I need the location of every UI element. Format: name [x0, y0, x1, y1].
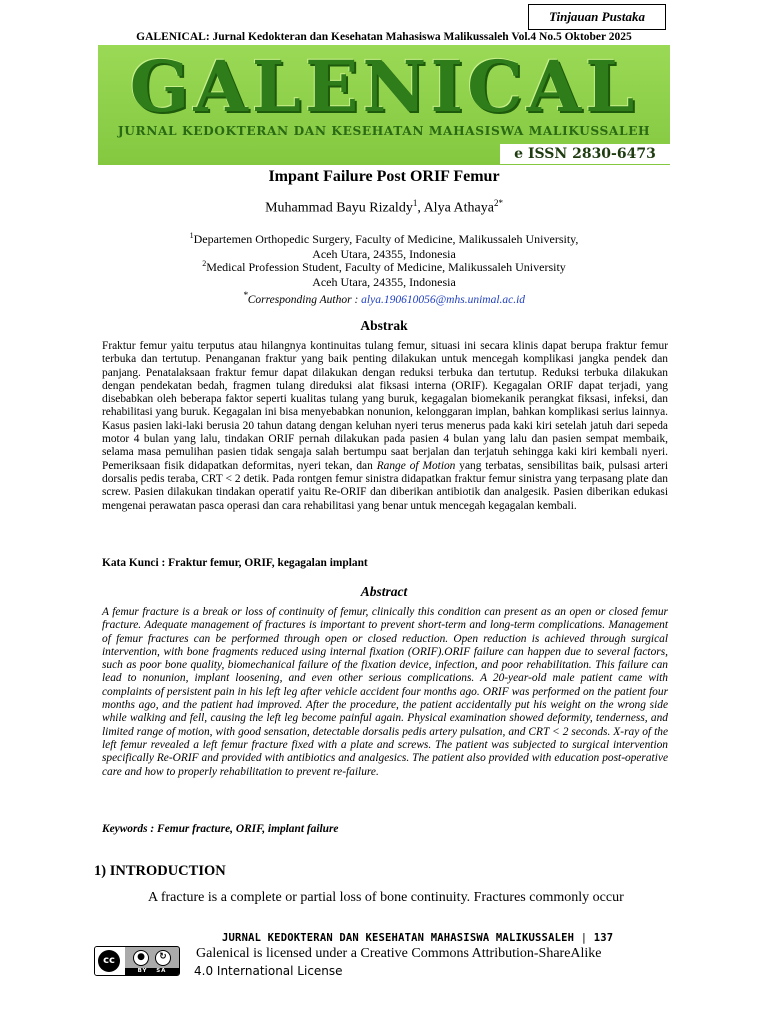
affiliation-text: Departemen Orthopedic Surgery, Faculty of Medicine, Malikussaleh University, — [193, 232, 579, 246]
cc-license-badge[interactable] — [94, 946, 180, 976]
corresponding-label: Corresponding Author : — [247, 293, 362, 306]
license-text-line1: Galenical is licensed under a Creative Commons Attribution-ShareAlike — [196, 946, 602, 961]
affiliation-address: Aceh Utara, 24355, Indonesia — [312, 274, 456, 289]
affiliation-sup: 2 — [202, 259, 207, 268]
share-alike-icon: ↻ — [155, 950, 171, 966]
affiliation-address: Aceh Utara, 24355, Indonesia — [312, 246, 456, 261]
cc-badge-left — [95, 947, 125, 975]
attribution-icon: ● — [133, 950, 149, 966]
journal-banner — [98, 45, 670, 165]
page-number: 137 — [593, 932, 614, 944]
abstract-heading: Abstract — [360, 584, 408, 599]
article-title: Impant Failure Post ORIF Femur — [268, 168, 500, 185]
author-line — [0, 198, 768, 217]
cc-by-label: BY — [137, 968, 148, 974]
cc-icon: cc — [98, 950, 120, 972]
journal-banner-subtitle: JURNAL KEDOKTERAN DAN KESEHATAN MAHASISWA MALIKUSSALEH — [117, 124, 651, 138]
footer-separator: | — [574, 932, 594, 944]
issn-label: e ISSN 2830-6473 — [500, 144, 670, 164]
corresponding-email-link[interactable]: alya.190610056@mhs.unimal.ac.id — [361, 293, 526, 306]
footer-journal-name — [222, 932, 613, 944]
journal-logo: GALENICAL — [129, 45, 639, 128]
corresponding-sup: * — [242, 290, 248, 301]
abstract-keywords: Keywords : Femur fracture, ORIF, implant failure — [102, 823, 339, 835]
introduction-first-line: A fracture is a complete or partial loss of bone continuity. Fractures commonly occur — [148, 890, 624, 905]
author-name: Alya Athaya — [423, 200, 494, 216]
corresponding-author — [0, 290, 768, 306]
author-name: Muhammad Bayu Rizaldy — [265, 200, 413, 216]
journal-citation-line: GALENICAL: Jurnal Kedokteran dan Kesehatan Mahasiswa Malikussaleh Vol.4 No.5 Oktober 2025 — [136, 31, 632, 43]
cc-sa-label: SA — [156, 968, 167, 974]
abstrak-keywords: Kata Kunci : Fraktur femur, ORIF, kegagalan implant — [102, 557, 368, 569]
introduction-heading: 1) INTRODUCTION — [94, 863, 226, 879]
affiliation-text: Medical Profession Student, Faculty of Medicine, Malikussaleh University — [206, 260, 566, 274]
abstrak-text-italic: Range of Motion — [376, 459, 456, 472]
abstract-body: A femur fracture is a break or loss of continuity of femur, clinically this condition can present as an open or closed femur fracture. Adequate management of fractures is important to prevent short-term and long-term complications. Management of femur fractures can be performed through open or closed reduction. Open reduction is achieved through surgical intervention, with bone fragments reduced using internal fixation (ORIF).ORIF failure can happen due to several factors, such as poor bone quality, biomechanical failure of the fixation device, infection, and poor rehabilitation. This failure can lead to nonunion, implant loosening, and even other serious complications. A 20-year-old male patient came with complaints of persistent pain in his left leg after vehicle accident four months ago. ORIF was performed on the patient four months ago, and the patient had improved. After the procedure, the patient accidentally put his weight on the wrong side while walking and fell, causing the left leg become painful again. Physical examination showed deformity, tenderness, and limited range of motion, with good sensation, detectable dorsalis pedis artery pulsation, and CRT < 2 seconds. X-ray of the left femur revealed a left femur fracture fixed with a plate and screws. The patient was subjected to surgical intervention specifically Re-ORIF and provided with antibiotics and analgesics. The patient also provided with education post-operative care and how to properly rehabilitation to prevent re-failure. — [102, 606, 668, 778]
abstrak-text: Fraktur femur yaitu terputus atau hilangnya kontinuitas tulang femur, situasi ini secara klinis dapat berupa fraktur femur terbuka dan tertutup. Penanganan fraktur yang baik penting dilakukan untuk mencegah komplikasi jangka pendek dan panjang. Penatalaksaan fraktur femur dapat dilakukan dengan reduksi terbuka dan tertutup. Reduksi terbuka dilakukan dengan pendekatan bedah, fragmen tulang direduksi alat fiksasi interna (ORIF). Kegagalan ORIF dapat terjadi, yang disebabkan oleh beberapa faktor seperti kualitas tulang yang buruk, kegagalan biomekanik perangkat fiksasi, infeksi, dan rehabilitasi yang buruk. Kegagalan ini bisa menyebabkan nonunion, kelonggaran implan, bahkan komplikasi serius lainnya. Kasus pasien laki-laki berusia 20 tahun datang dengan keluhan nyeri terus menerus pada kaki kiri setelah jatuh dari sepeda motor 4 bulan yang lalu, tindakan ORIF pernah dilakukan pada pasien 4 bulan yang lalu dan pasien sempat membaik, selama masa pemulihan pasien tidak sengaja salah bertumpu saat berjalan dan terjatuh sehingga kaki kiri kembali nyeri. Pemeriksaan fisik didapatkan deformitas, nyeri tekan, dan — [102, 340, 668, 472]
abstrak-heading: Abstrak — [360, 318, 408, 333]
footer-journal-text: JURNAL KEDOKTERAN DAN KESEHATAN MAHASISWA MALIKUSSALEH — [222, 932, 575, 944]
abstrak-body — [102, 340, 668, 513]
article-type-badge: Tinjauan Pustaka — [528, 4, 666, 30]
author-separator: , — [417, 200, 424, 216]
abstrak-text-end: yang terbatas, sensibilitas baik, pulsasi arteri dorsalis pedis teraba, CRT < 2 detik. Pada rontgen femur sinistra didapatkan fraktur femur sinistra yang terpasang plate dan screw. Pasien dilakukan tindakan operatif yaitu Re-ORIF dan diberikan antibiotik dan analgesik. Pasien diberikan edukasi mengenai perawatan pasca operasi dan cara rehabilitasi yang benar untuk mencegah kegagalan kembali. — [102, 459, 668, 512]
license-text-line2: 4.0 International License — [194, 964, 343, 978]
cc-badge-strip — [125, 968, 179, 975]
author-sup: 2* — [493, 198, 503, 208]
author-sup: 1 — [412, 198, 418, 208]
affiliation-2 — [0, 257, 768, 289]
affiliation-sup: 1 — [189, 231, 194, 240]
